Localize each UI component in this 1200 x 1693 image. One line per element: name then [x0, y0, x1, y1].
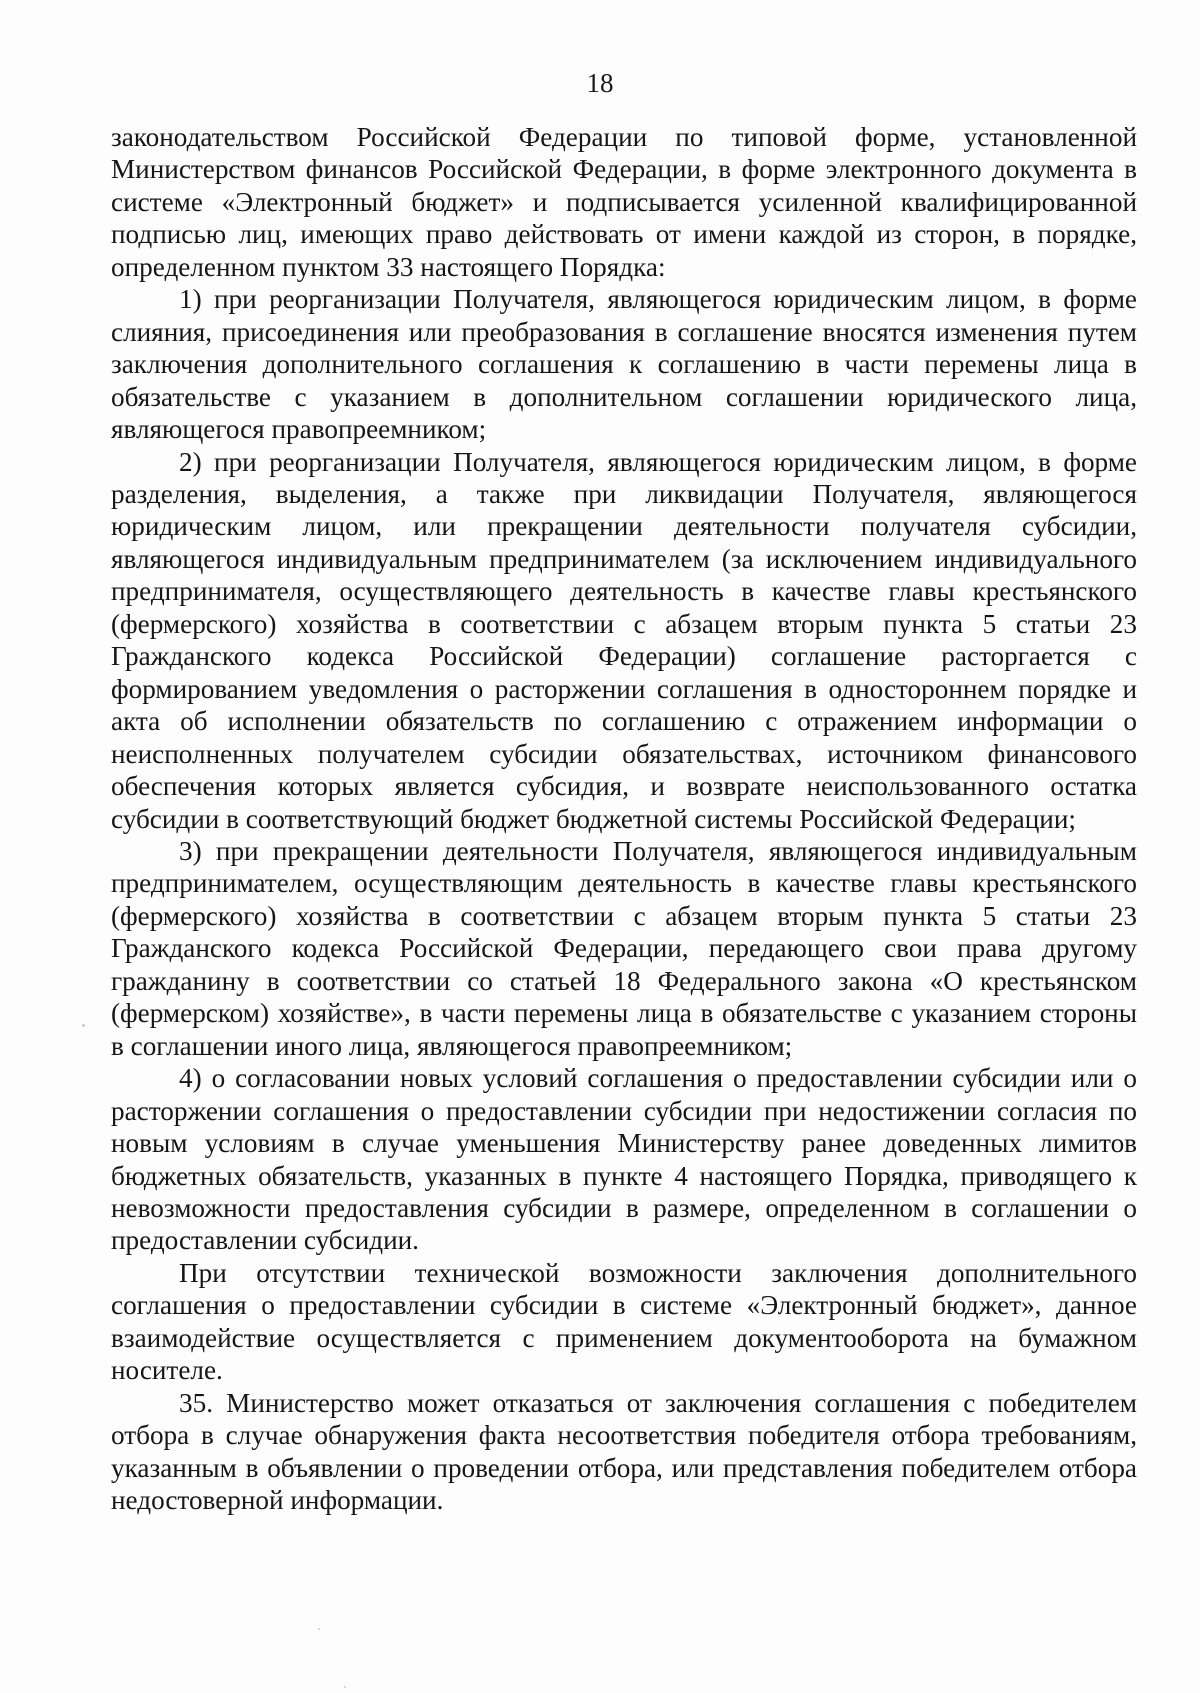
paragraph-item-1: 1) при реорганизации Получателя, являющегося юридическим лицом, в форме слияния, присоединения или преобразования в соглашение вносятся изменения путем заключения дополнительного соглашения к соглашению в части перемены лица в обязательстве с указанием в дополнительном соглашении юридического лица, являющегося правопреемником;	[111, 284, 1137, 445]
scan-speck	[318, 1628, 320, 1630]
scan-speck	[344, 1686, 346, 1688]
paragraph-item-4: 4) о согласовании новых условий соглашения о предоставлении субсидии или о расторжении соглашения о предоставлении субсидии при недостижении согласия по новым условиям в случае уменьшения Министерству ранее доведенных лимитов бюджетных обязательств, указанных в пункте 4 настоящего Порядка, приводящего к невозможности предоставления субсидии в размере, определенном в соглашении о предоставлении субсидии.	[111, 1063, 1137, 1256]
paragraph-item-2: 2) при реорганизации Получателя, являющегося юридическим лицом, в форме разделения, выделения, а также при ликвидации Получателя, являющегося юридическим лицом, или прекращении деятельности получателя субсидии, являющегося индивидуальным предпринимателем (за исключением индивидуального предпринимателя, осуществляющего деятельность в качестве главы крестьянского (фермерского) хозяйства в соответствии с абзацем вторым пункта 5 статьи 23 Гражданского кодекса Российской Федерации) соглашение расторгается с формированием уведомления о расторжении соглашения в одностороннем порядке и акта об исполнении обязательств по соглашению с отражением информации о неисполненных получателем субсидии обязательствах, источником финансового обеспечения которых является субсидия, и возврате неиспользованного остатка субсидии в соответствующий бюджет бюджетной системы Российской Федерации;	[111, 446, 1137, 834]
paragraph-item-3: 3) при прекращении деятельности Получателя, являющегося индивидуальным предпринимателем, осуществляющим деятельность в качестве главы крестьянского (фермерского) хозяйства в соответствии с абзацем вторым пункта 5 статьи 23 Гражданского кодекса Российской Федерации, передающего свои права другому гражданину в соответствии со статьей 18 Федерального закона «О крестьянском (фермерском) хозяйстве», в части перемены лица в обязательстве с указанием стороны в соглашении иного лица, являющегося правопреемником;	[111, 835, 1137, 1061]
page-number: 18	[586, 68, 614, 98]
paragraph-continuation: законодательством Российской Федерации по типовой форме, установленной Министерством финансов Российской Федерации, в форме электронного документа в системе «Электронный бюджет» и подписывается усиленной квалифицированной подписью лиц, имеющих право действовать от имени каждой из сторон, в порядке, определенном пунктом 33 настоящего Порядка:	[111, 122, 1137, 282]
document-body	[111, 121, 1137, 1516]
paragraph-paper-fallback: При отсутствии технической возможности заключения дополнительного соглашения о предоставлении субсидии в системе «Электронный бюджет», данное взаимодействие осуществляется с применением документооборота на бумажном носителе.	[111, 1257, 1137, 1386]
paragraph-clause-35: 35. Министерство может отказаться от заключения соглашения с победителем отбора в случае обнаружения факта несоответствия победителя отбора требованиям, указанным в объявлении о проведении отбора, или представления победителем отбора недостоверной информации.	[111, 1387, 1137, 1516]
scan-speck	[82, 1024, 85, 1027]
